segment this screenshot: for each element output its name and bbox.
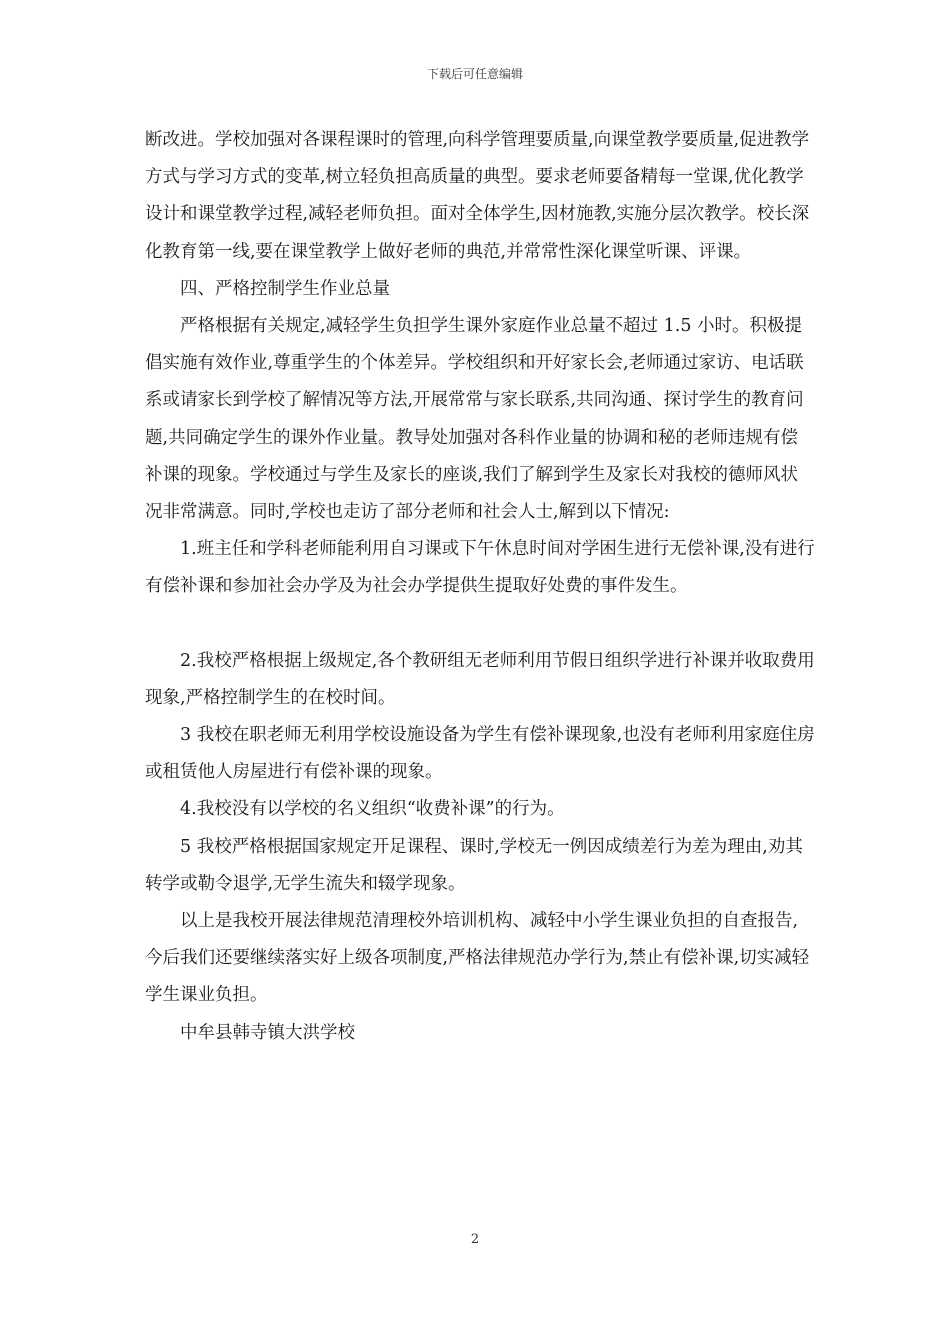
blank-line (145, 606, 815, 643)
paragraph-continuation: 断改进。学校加强对各课程课时的管理,向科学管理要质量,向课堂教学要质量,促进教学方式与学习方式的变革,树立轻负担高质量的典型。要求老师要备精每一堂课,优化教学设计和课堂教学过程,减轻老师负担。面对全体学生,因材施教,实施分层次教学。校长深化教育第一线,要在课堂教学上做好老师的典范,并常常性深化课堂听课、评课。 (145, 130, 810, 262)
list-item-2: 2.我校严格根据上级规定,各个教研组无老师利用节假日组织学进行补课并收取费用现象,严格控制学生的在校时间。 (145, 650, 815, 708)
paragraph-conclusion: 以上是我校开展法律规范清理校外培训机构、减轻中小学生课业负担的自查报告,今后我们还要继续落实好上级各项制度,严格法律规范办学行为,禁止有偿补课,切实减轻学生课业负担。 (145, 911, 810, 1006)
document-body (145, 122, 815, 1052)
signature-school: 中牟县韩寺镇大洪学校 (180, 1022, 355, 1043)
page-number: 2 (470, 1232, 480, 1247)
list-item-4: 4.我校没有以学校的名义组织“收费补课”的行为。 (180, 799, 565, 820)
list-item-5: 5 我校严格根据国家规定开足课程、课时,学校无一例因成绩差行为差为理由,劝其转学或勒令退学,无学生流失和辍学现象。 (145, 836, 803, 894)
page-header: 下载后可任意编辑 (426, 67, 523, 81)
list-item-1: 1.班主任和学科老师能利用自习课或下午休息时间对学困生进行无偿补课,没有进行有偿补课和参加社会办学及为社会办学提供生提取好处费的事件发生。 (145, 539, 815, 597)
list-item-3: 3 我校在职老师无利用学校设施设备为学生有偿补课现象,也没有老师利用家庭住房或租赁他人房屋进行有偿补课的现象。 (145, 725, 815, 783)
section-heading: 四、严格控制学生作业总量 (180, 278, 390, 299)
paragraph-homework: 严格根据有关规定,减轻学生负担学生课外家庭作业总量不超过 1.5 小时。积极提倡实施有效作业,尊重学生的个体差异。学校组织和开好家长会,老师通过家访、电话联系或请家长到学校了解情况等方法,开展常常与家长联系,共同沟通、探讨学生的教育问题,共同确定学生的课外作业量。教导处加强对各科作业量的协调和秘的老师违规有偿补课的现象。学校通过与学生及家长的座谈,我们了解到学生及家长对我校的德师风状况非常满意。同时,学校也走访了部分老师和社会人士,解到以下情况: (145, 316, 804, 523)
